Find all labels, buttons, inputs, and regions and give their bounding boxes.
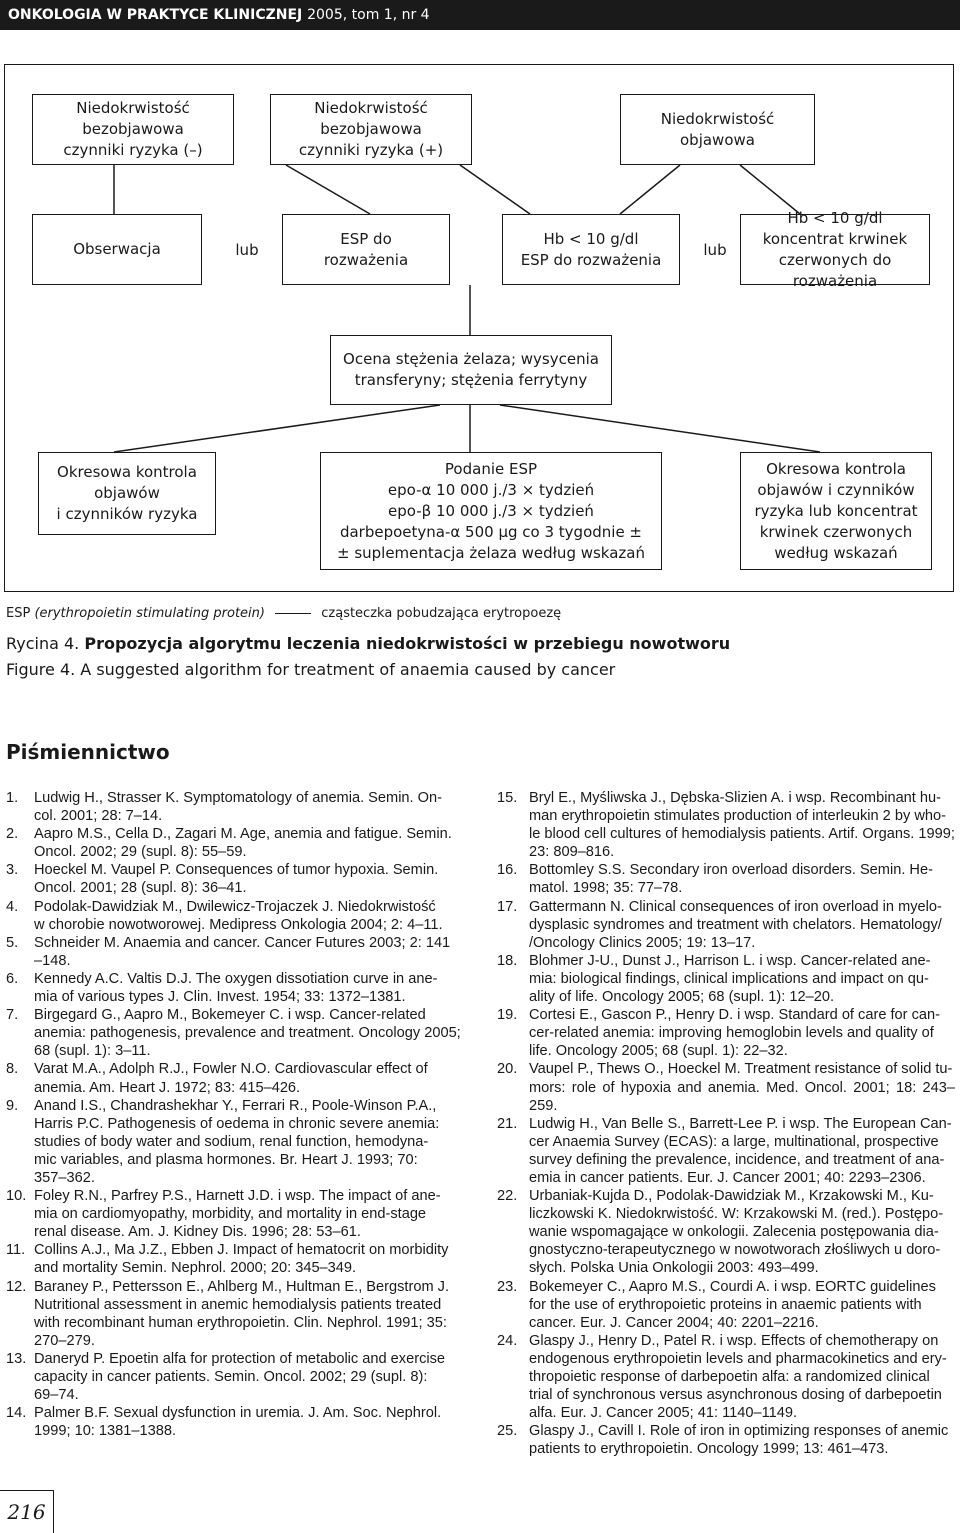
- reference-text: [529, 898, 955, 952]
- box-line: bezobjawowa: [82, 120, 184, 138]
- reference-item: [6, 1006, 468, 1060]
- box-line: objawów: [94, 484, 160, 502]
- reference-text: [529, 861, 955, 897]
- reference-number: 23.: [497, 1278, 518, 1295]
- reference-line: liczkowski K. Niedokrwistość. W: Krzakowski M. (red.). Postępo-: [529, 1206, 944, 1223]
- reference-line: mors: role of hypoxia and anemia. Med. Oncol. 2001; 18: 243–259.: [529, 1079, 955, 1114]
- reference-line: cancer. Eur. J. Cancer 2004; 40: 2201–2216.: [529, 1314, 819, 1331]
- box-esp-dosing: [320, 452, 662, 570]
- box-asymptomatic-risk-positive: [270, 94, 472, 165]
- box-line: darbepoetyna-α 500 μg co 3 tygodnie ±: [339, 522, 643, 541]
- reference-line: Podolak-Dawidziak M., Dwilewicz-Trojaczek J. Niedokrwistość: [34, 898, 436, 915]
- reference-line: with recombinant human erythropoietin. Clin. Nephrol. 1991; 35:: [34, 1314, 447, 1331]
- reference-line: Ludwig H., Strasser K. Symptomatology of anemia. Semin. On-: [34, 790, 442, 806]
- reference-number: 7.: [6, 1007, 19, 1024]
- box-line: Ocena stężenia żelaza; wysycenia: [343, 350, 599, 368]
- reference-text: [34, 898, 468, 934]
- reference-item: [497, 1278, 955, 1332]
- box-text: [741, 208, 929, 292]
- reference-line: emia in cancer patients. Eur. J. Cancer 2001; 40: 2293–2306.: [529, 1169, 926, 1186]
- reference-line: anemia: pathogenesis, prevalence and treatment. Oncology 2005;: [34, 1025, 461, 1042]
- box-line: czynniki ryzyka (+): [298, 141, 444, 159]
- reference-item: [497, 898, 955, 952]
- reference-line: Blohmer J-U., Dunst J., Harrison L. i wsp. Cancer-related ane-: [529, 952, 931, 969]
- reference-text: [529, 1006, 955, 1060]
- reference-line: mic variables, and plasma hormones. Br. Heart J. 1993; 70:: [34, 1151, 418, 1168]
- reference-item: [6, 861, 468, 897]
- box-line: epo-β 10 000 j./3 × tydzień: [388, 501, 594, 520]
- reference-text: [529, 1332, 955, 1422]
- box-text: [343, 349, 599, 391]
- reference-number: 18.: [497, 952, 518, 969]
- box-symptomatic: [620, 94, 815, 165]
- reference-line: Birgegard G., Aapro M., Bokemeyer C. i wsp. Cancer-related: [34, 1007, 426, 1024]
- reference-item: [6, 789, 468, 825]
- reference-line: le blood cell cultures of hemodialysis patients. Artif. Organs. 1999;: [529, 826, 955, 843]
- reference-text: [34, 825, 468, 861]
- reference-item: [6, 1060, 468, 1096]
- reference-line: trial of synchronous versus asynchronous dosing of darbepoetin: [529, 1387, 942, 1404]
- reference-line: anemia. Am. Heart J. 1972; 83: 415–426.: [34, 1079, 301, 1096]
- reference-line: alfa. Eur. J. Cancer 2005; 41: 1140–1149.: [529, 1405, 798, 1422]
- box-text: [754, 459, 917, 564]
- reference-number: 1.: [6, 790, 19, 806]
- reference-line: Bokemeyer C., Aapro M.S., Courdi A. i wsp. EORTC guidelines: [529, 1278, 936, 1295]
- reference-line: Cortesi E., Gascon P., Henry D. i wsp. Standard of care for can-: [529, 1007, 940, 1024]
- box-text: [73, 239, 161, 260]
- reference-line: 23: 809–816.: [529, 844, 615, 861]
- page-number: 216: [0, 1490, 54, 1533]
- box-line: ESP do: [340, 229, 392, 248]
- reference-text: [34, 934, 468, 970]
- box-line: krwinek czerwonych: [759, 522, 913, 541]
- box-iron-assessment: [330, 335, 612, 405]
- reference-item: [6, 1241, 468, 1277]
- reference-line: capacity in cancer patients. Semin. Oncol. 2002; 29 (supl. 8):: [34, 1369, 428, 1385]
- reference-line: Schneider M. Anaemia and cancer. Cancer Futures 2003; 2: 141: [34, 934, 451, 951]
- reference-line: 1999; 10: 1381–1388.: [34, 1423, 177, 1440]
- box-line: bezobjawowa: [320, 120, 422, 138]
- reference-text: [34, 1278, 468, 1350]
- reference-text: [529, 1115, 955, 1187]
- abbrev-term: ESP: [6, 606, 31, 621]
- abbrev-expansion: (erythropoietin stimulating protein): [34, 606, 265, 621]
- box-line: objawowa: [680, 130, 755, 149]
- box-line: Hb < 10 g/dl: [543, 229, 639, 248]
- reference-line: Bottomley S.S. Secondary iron overload disorders. Semin. He-: [529, 862, 933, 879]
- box-line: koncentrat krwinek: [762, 229, 908, 248]
- reference-number: 2.: [6, 826, 19, 843]
- reference-text: [34, 1404, 468, 1440]
- box-asymptomatic-risk-negative: [32, 94, 234, 165]
- reference-item: [497, 1332, 955, 1422]
- journal-issue: 2005, tom 1, nr 4: [307, 7, 430, 23]
- box-text: [299, 98, 443, 161]
- reference-number: 17.: [497, 898, 518, 915]
- reference-number: 4.: [6, 898, 19, 915]
- reference-line: słych. Polska Unia Onkologii 2003: 493–499.: [529, 1260, 819, 1277]
- reference-line: Varat M.A., Adolph R.J., Fowler N.O. Cardiovascular effect of: [34, 1061, 428, 1078]
- box-line: Niedokrwistość: [76, 99, 190, 117]
- box-line: transferyny; stężenia ferrytyny: [354, 371, 588, 389]
- reference-item: [6, 1350, 468, 1404]
- box-hb-esp-consider: [502, 214, 680, 285]
- reference-number: 10.: [6, 1188, 27, 1205]
- reference-item: [497, 1060, 955, 1114]
- reference-number: 6.: [6, 970, 19, 987]
- reference-line: Aapro M.S., Cella D., Zagari M. Age, anemia and fatigue. Semin.: [34, 826, 452, 843]
- box-line: czynniki ryzyka (–): [63, 141, 203, 159]
- box-line: czerwonych do rozważenia: [778, 250, 892, 290]
- reference-text: [34, 1350, 468, 1404]
- caption-polish-label: Rycina 4.: [6, 634, 80, 653]
- reference-number: 11.: [6, 1242, 26, 1259]
- box-text: [63, 98, 202, 161]
- caption-polish-text: Propozycja algorytmu leczenia niedokrwistości w przebiegu nowotworu: [84, 634, 731, 653]
- reference-line: Gattermann N. Clinical consequences of iron overload in myelo-: [529, 898, 942, 915]
- reference-line: /Oncology Clinics 2005; 19: 13–17.: [529, 934, 756, 951]
- reference-line: Baraney P., Pettersson E., Ahlberg M., Hultman E., Bergstrom J.: [34, 1278, 450, 1295]
- abbrev-meaning: cząsteczka pobudzająca erytropoezę: [321, 606, 562, 621]
- box-periodic-control-right: [740, 452, 932, 570]
- reference-item: [497, 952, 955, 1006]
- reference-line: life. Oncology 2005; 68 (supl. 1): 22–32.: [529, 1043, 788, 1060]
- reference-text: [34, 1006, 468, 1060]
- reference-line: endogenous erythropoietin levels and pharmacokinetics and ery-: [529, 1350, 947, 1367]
- reference-item: [497, 1422, 955, 1458]
- reference-text: [34, 970, 468, 1006]
- reference-line: Palmer B.F. Sexual dysfunction in uremia. J. Am. Soc. Nephrol.: [34, 1405, 442, 1422]
- reference-line: man erythropoietin stimulates production of interleukin 2 by who-: [529, 808, 946, 825]
- reference-number: 5.: [6, 934, 19, 951]
- reference-line: Hoeckel M. Vaupel P. Consequences of tumor hypoxia. Semin.: [34, 862, 439, 879]
- reference-item: [6, 825, 468, 861]
- reference-item: [6, 1187, 468, 1241]
- connector-r3-right: [500, 405, 820, 452]
- reference-text: [529, 1278, 955, 1332]
- box-line: Podanie ESP: [444, 459, 538, 478]
- reference-text: [529, 1060, 955, 1114]
- box-hb-rbc-consider: [740, 208, 930, 290]
- abbreviation-note: [6, 606, 561, 621]
- caption-polish: [6, 634, 730, 653]
- box-line: ryzyka lub koncentrat: [754, 501, 918, 520]
- box-line: Okresowa kontrola: [57, 463, 197, 481]
- reference-item: [6, 970, 468, 1006]
- reference-line: Kennedy A.C. Valtis D.J. The oxygen dissotiation curve in ane-: [34, 970, 438, 987]
- reference-number: 21.: [497, 1115, 518, 1132]
- box-periodic-control-left: [38, 452, 216, 535]
- reference-number: 20.: [497, 1061, 518, 1078]
- reference-text: [34, 1241, 468, 1277]
- connector-r1mid-esp: [286, 165, 370, 214]
- box-line: Hb < 10 g/dl: [787, 208, 883, 227]
- journal-title: ONKOLOGIA W PRAKTYCE KLINICZNEJ: [8, 7, 303, 23]
- reference-item: [6, 898, 468, 934]
- reference-item: [497, 789, 955, 861]
- reference-number: 3.: [6, 862, 19, 879]
- reference-text: [34, 861, 468, 897]
- reference-line: matol. 1998; 35: 77–78.: [529, 880, 683, 897]
- reference-line: renal disease. Am. J. Kidney Dis. 1996; 28: 53–61.: [34, 1224, 361, 1241]
- reference-line: dysplasic syndromes and treatment with chelators. Hematology/: [529, 916, 942, 933]
- reference-line: and mortality Semin. Nephrol. 2000; 20: 345–349.: [34, 1260, 357, 1277]
- reference-number: 19.: [497, 1007, 518, 1024]
- reference-item: [497, 1115, 955, 1187]
- box-text: [337, 459, 645, 564]
- reference-line: Anand I.S., Chandrashekhar Y., Ferrari R., Poole-Winson P.A.,: [34, 1097, 437, 1114]
- reference-item: [6, 1404, 468, 1440]
- box-esp-consider: [282, 214, 450, 285]
- reference-line: for the use of erythropoietic proteins in anaemic patients with: [529, 1296, 922, 1313]
- reference-line: thropoietic response of darbepoetin alfa: a randomized clinical: [529, 1369, 930, 1385]
- reference-line: wanie wspomagające w onkologii. Zalecenia postępowania dia-: [529, 1224, 939, 1241]
- reference-line: –148.: [34, 952, 71, 969]
- reference-line: mia on cardiomyopathy, morbidity, and mortality in end-stage: [34, 1206, 427, 1223]
- box-line: epo-α 10 000 j./3 × tydzień: [387, 480, 595, 499]
- reference-text: [529, 1422, 955, 1458]
- reference-line: survey defining the prevalence, incidence, and treatment of ana-: [529, 1151, 945, 1168]
- reference-number: 12.: [6, 1278, 27, 1295]
- reference-line: 68 (supl. 1): 3–11.: [34, 1043, 151, 1060]
- reference-line: Bryl E., Myśliwska J., Dębska-Slizien A. i wsp. Recombinant hu-: [529, 790, 942, 806]
- caption-english-text: A suggested algorithm for treatment of anaemia caused by cancer: [80, 660, 616, 679]
- box-observation: [32, 214, 202, 285]
- box-text: [521, 229, 662, 271]
- reference-number: 9.: [6, 1097, 19, 1114]
- box-text: [324, 229, 408, 271]
- box-line: Niedokrwistość: [314, 99, 428, 117]
- reference-line: 357–362.: [34, 1169, 95, 1186]
- reference-line: mia: biological findings, clinical implications and impact on qu-: [529, 970, 929, 987]
- box-line: ± suplementacja żelaza według wskazań: [336, 543, 645, 562]
- box-line: Obserwacja: [73, 240, 161, 258]
- lub-label-left: lub: [235, 240, 259, 259]
- reference-number: 25.: [497, 1423, 518, 1440]
- connector-r3-left: [114, 405, 440, 452]
- reference-item: [497, 1006, 955, 1060]
- reference-line: Glaspy J., Henry D., Patel R. i wsp. Effects of chemotherapy on: [529, 1332, 939, 1349]
- references-heading: Piśmiennictwo: [6, 740, 170, 764]
- reference-number: 22.: [497, 1188, 518, 1205]
- reference-line: mia of various types J. Clin. Invest. 1954; 33: 1372–1381.: [34, 989, 406, 1006]
- reference-line: Urbaniak-Kujda D., Podolak-Dawidziak M., Krzakowski M., Ku-: [529, 1188, 934, 1205]
- reference-line: col. 2001; 28: 7–14.: [34, 808, 163, 825]
- reference-line: Ludwig H., Van Belle S., Barrett-Lee P. i wsp. The European Can-: [529, 1115, 952, 1132]
- reference-line: ality of life. Oncology 2005; 68 (supl. 1): 12–20.: [529, 989, 835, 1006]
- reference-number: 16.: [497, 862, 518, 879]
- box-line: Niedokrwistość: [660, 109, 775, 128]
- reference-line: studies of body water and sodium, renal function, hemodyna-: [34, 1133, 429, 1150]
- reference-line: 270–279.: [34, 1332, 95, 1349]
- reference-text: [34, 1097, 468, 1187]
- reference-line: Vaupel P., Thews O., Hoeckel M. Treatment resistance of solid tu-: [529, 1061, 953, 1078]
- caption-english: [6, 660, 615, 679]
- reference-text: [34, 1187, 468, 1241]
- box-line: ESP do rozważenia: [520, 250, 662, 269]
- reference-line: Collins A.J., Ma J.Z., Ebben J. Impact of hematocrit on morbidity: [34, 1242, 449, 1259]
- reference-item: [6, 1097, 468, 1187]
- reference-item: [6, 1278, 468, 1350]
- reference-item: [497, 1187, 955, 1277]
- reference-line: cer Anaemia Survey (ECAS): a large, multinational, prospective: [529, 1133, 939, 1150]
- dash-divider: [275, 613, 311, 614]
- reference-line: Oncol. 2001; 28 (supl. 8): 36–41.: [34, 880, 247, 897]
- reference-line: cer-related anemia: improving hemoglobin levels and quality of: [529, 1025, 934, 1042]
- box-line: i czynników ryzyka: [56, 505, 198, 523]
- reference-line: Oncol. 2002; 29 (supl. 8): 55–59.: [34, 844, 247, 861]
- references-right-column: [497, 789, 955, 1458]
- reference-number: 13.: [6, 1350, 27, 1367]
- reference-line: w chorobie nowotworowej. Medipress Onkologia 2004; 2: 4–11.: [34, 916, 443, 933]
- references-left-column: [6, 789, 468, 1440]
- reference-line: Glaspy J., Cavill I. Role of iron in optimizing responses of anemic: [529, 1423, 949, 1440]
- reference-text: [529, 952, 955, 1006]
- reference-text: [34, 1060, 468, 1096]
- box-line: według wskazań: [774, 543, 898, 562]
- reference-item: [497, 861, 955, 897]
- reference-line: 69–74.: [34, 1387, 79, 1404]
- box-line: objawów i czynników: [757, 480, 915, 499]
- reference-number: 24.: [497, 1332, 518, 1349]
- reference-line: Foley R.N., Parfrey P.S., Harnett J.D. i wsp. The impact of ane-: [34, 1188, 441, 1205]
- reference-text: [34, 789, 468, 825]
- reference-number: 8.: [6, 1061, 19, 1078]
- reference-line: Harris P.C. Pathogenesis of oedema in chronic severe anemia:: [34, 1115, 440, 1132]
- connector-r1mid-hb: [460, 165, 530, 214]
- caption-english-label: Figure 4.: [6, 660, 76, 679]
- reference-number: 15.: [497, 790, 518, 806]
- box-text: [661, 109, 775, 151]
- box-line: Okresowa kontrola: [766, 459, 906, 478]
- connector-r1right-hb: [620, 165, 680, 214]
- reference-text: [529, 789, 955, 861]
- reference-number: 14.: [6, 1405, 27, 1422]
- reference-line: Daneryd P. Epoetin alfa for protection of metabolic and exercise: [34, 1350, 446, 1367]
- lub-label-right: lub: [703, 240, 727, 259]
- reference-line: gnostyczno-terapeutycznego w nowotworach złośliwych u doro-: [529, 1242, 941, 1259]
- box-line: rozważenia: [323, 250, 409, 269]
- reference-line: Nutritional assessment in anemic hemodialysis patients treated: [34, 1296, 442, 1313]
- reference-text: [529, 1187, 955, 1277]
- reference-line: patients to erythropoietin. Oncology 1999; 13: 461–473.: [529, 1441, 889, 1458]
- reference-item: [6, 934, 468, 970]
- box-text: [57, 462, 198, 525]
